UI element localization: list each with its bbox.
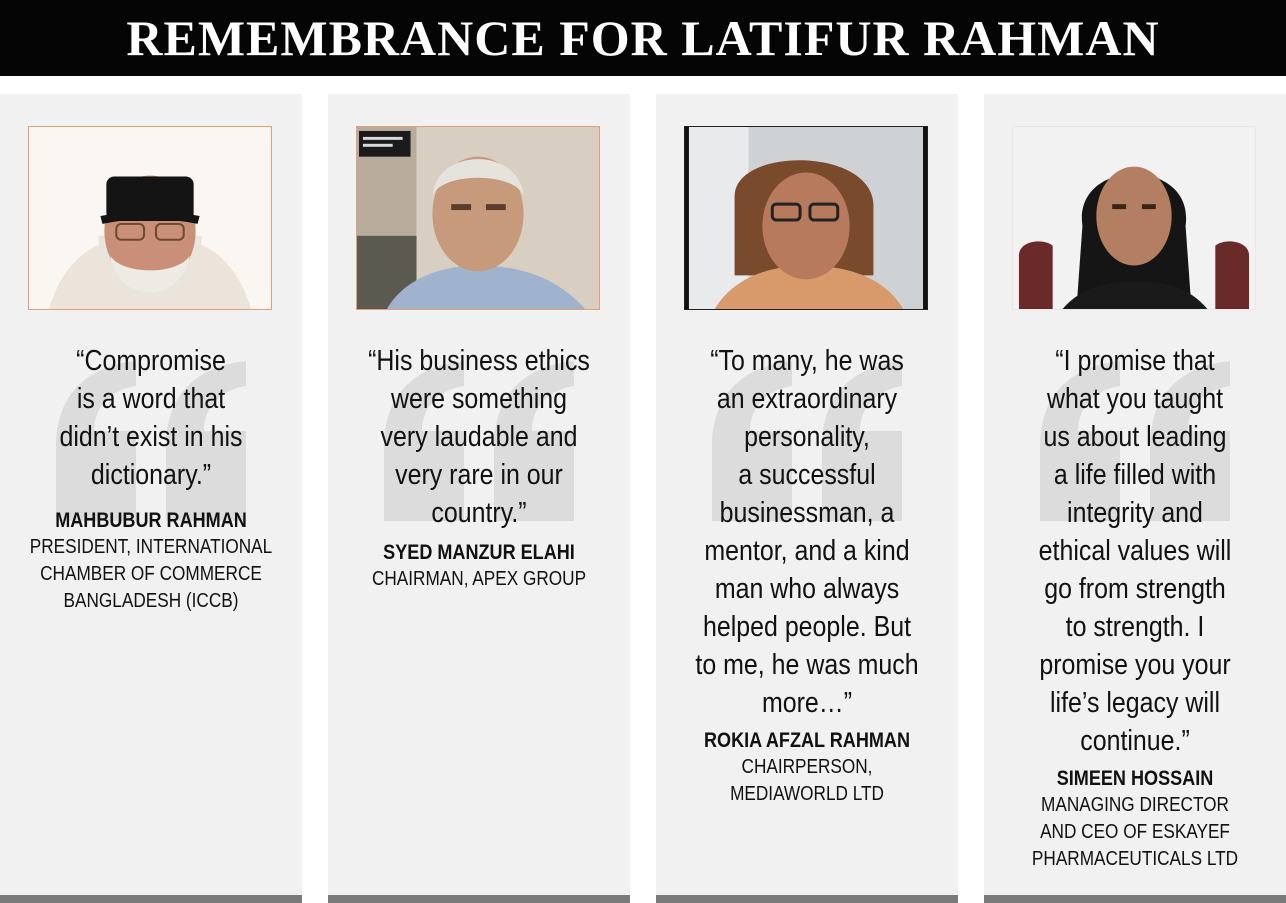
portrait-photo-2 (356, 126, 600, 310)
attribution-4 (1005, 760, 1265, 873)
attribution-1 (21, 502, 281, 615)
speaker-role-4: MANAGING DIRECTOR AND CEO OF ESKAYEF PHARMACEUTICALS LTD (1031, 794, 1239, 870)
attribution-3 (677, 722, 937, 808)
quote-column-1 (0, 94, 302, 903)
portrait-photo-3 (684, 126, 928, 310)
quote-column-2 (328, 94, 630, 903)
quote-text-3: “To many, he was an extraordinary personality, a successful businessman, a mentor, and a kind man who always helped people. But to me, he was much more…” (695, 345, 919, 719)
speaker-name-2: SYED MANZUR ELAHI (383, 541, 575, 564)
quote-column-4 (984, 94, 1286, 903)
speaker-role-1: PRESIDENT, INTERNATIONAL CHAMBER OF COMMERCE BANGLADESH (ICCB) (29, 536, 273, 612)
column-bottom-bar-1 (0, 895, 302, 903)
column-bottom-bar-2 (328, 895, 630, 903)
quote-column-3 (656, 94, 958, 903)
speaker-name-4: SIMEEN HOSSAIN (1056, 767, 1214, 790)
attribution-2 (349, 534, 609, 593)
speaker-name-3: ROKIA AFZAL RAHMAN (704, 729, 910, 752)
headline-banner (0, 0, 1286, 76)
speaker-name-1: MAHBUBUR RAHMAN (55, 509, 247, 532)
portrait-photo-1 (28, 126, 272, 310)
speaker-role-3: CHAIRPERSON, MEDIAWORLD LTD (730, 756, 884, 805)
speaker-role-2: CHAIRMAN, APEX GROUP (371, 568, 587, 590)
headline-title: REMEMBRANCE FOR LATIFUR RAHMAN (126, 10, 1160, 66)
quote-text-4: “I promise that what you taught us about leading a life filled with integrity and ethical values will go from strength to strength. I promise you your life’s legacy will continue.” (1038, 345, 1232, 757)
quote-text-2: “His business ethics were something very laudable and very rare in our country.” (368, 345, 590, 529)
quote-text-1: “Compromise is a word that didn’t exist in his dictionary.” (59, 345, 243, 491)
column-bottom-bar-4 (984, 895, 1286, 903)
portrait-photo-4 (1012, 126, 1256, 310)
column-bottom-bar-3 (656, 895, 958, 903)
